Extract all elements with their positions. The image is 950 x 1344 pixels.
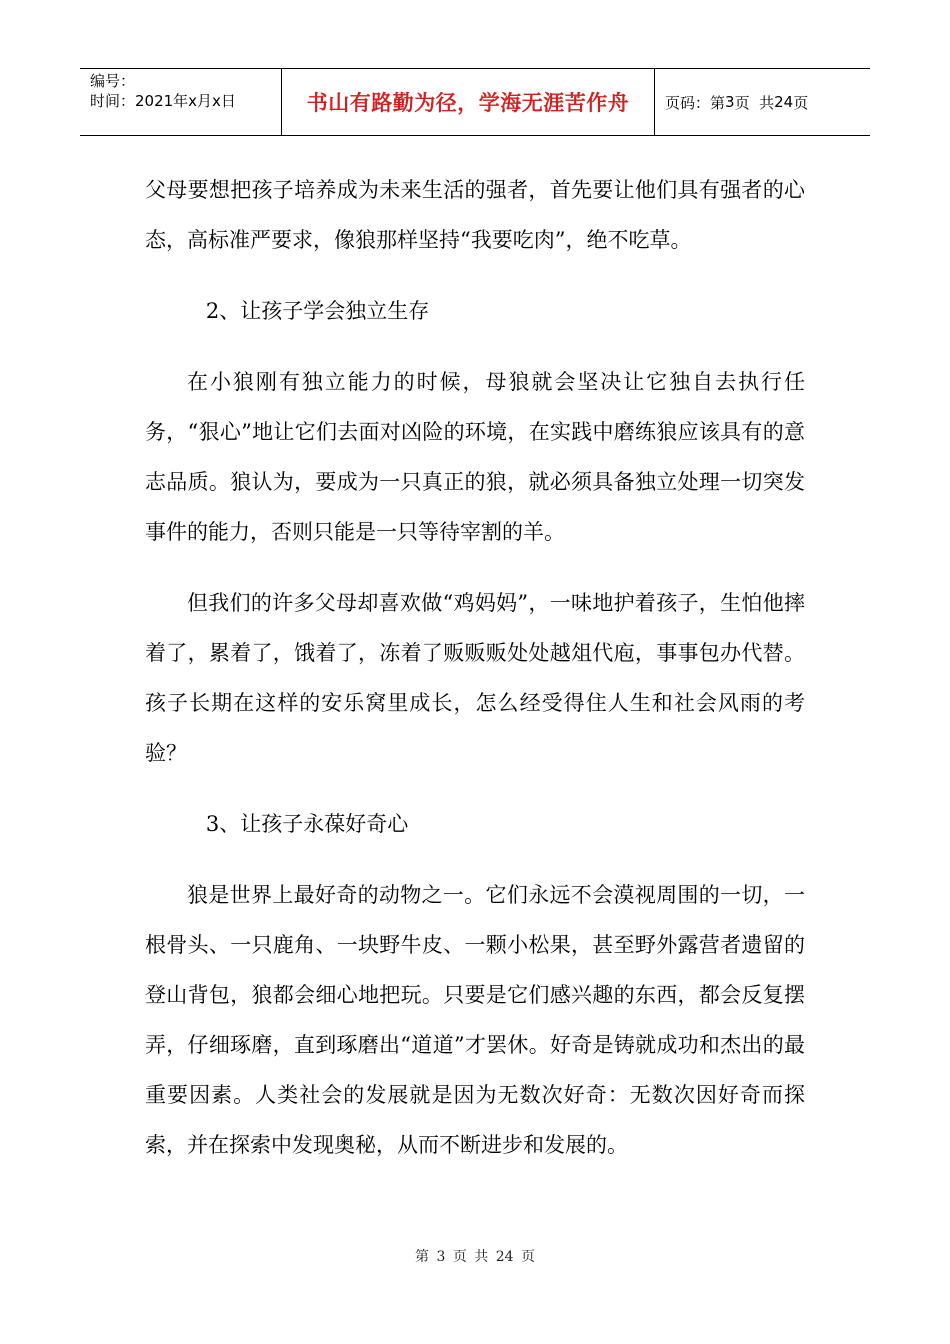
footer-prefix: 第 — [414, 1249, 429, 1265]
document-number-label: 编号： — [90, 72, 136, 90]
body-paragraph: 父母要想把孩子培养成为未来生活的强者，首先要让他们具有强者的心态，高标准严要求，像狼那样坚持“我要吃肉”，绝不吃草。 — [145, 178, 805, 252]
header-page-mid: 页 共 — [734, 93, 775, 112]
header-motto: 书山有路勤为径，学海无涯苦作舟 — [282, 69, 655, 135]
header-page-suffix: 页 — [793, 93, 809, 112]
header-meta-cell — [80, 69, 282, 135]
body-paragraph: 但我们的许多父母却喜欢做“鸡妈妈”，一味地护着孩子，生怕他摔着了，累着了，饿着了，冻着了贩贩贩处处越俎代庖，事事包办代替。孩子长期在这样的安乐窝里成长，怎么经受得住人生和社会风雨的考验？ — [145, 591, 805, 765]
document-date-label: 时间：2021年x月x日 — [90, 92, 236, 110]
footer-page-total: 24 — [495, 1249, 514, 1265]
footer-page-current: 3 — [436, 1249, 446, 1265]
body-paragraph: 狼是世界上最好奇的动物之一。它们永远不会漠视周围的一切，一根骨头、一只鹿角、一块野牛皮、一颗小松果，甚至野外露营者遗留的登山背包，狼都会细心地把玩。只要是它们感兴趣的东西，都会反复摆弄，仔细琢磨，直到琢磨出“道道”才罢休。好奇是铸就成功和杰出的最重要因素。人类社会的发展就是因为无数次好奇：无数次因好奇而探索，并在探索中发现奥秘，从而不断进步和发展的。 — [145, 883, 805, 1157]
header-page-indicator — [655, 69, 870, 135]
section-heading: 2、让孩子学会独立生存 — [205, 299, 430, 323]
header-page-prefix: 页码：第 — [665, 93, 726, 112]
footer-mid: 页 共 — [452, 1249, 489, 1265]
header-page-total: 24 — [774, 93, 794, 111]
footer-suffix: 页 — [521, 1249, 535, 1265]
section-heading: 3、让孩子永葆好奇心 — [205, 812, 409, 836]
document-body — [145, 165, 805, 1191]
page-header — [80, 68, 870, 136]
body-paragraph: 在小狼刚有独立能力的时候，母狼就会坚决让它独自去执行任务，“狠心”地让它们去面对凶险的环境，在实践中磨练狼应该具有的意志品质。狼认为，要成为一只真正的狼，就必须具备独立处理一切突发事件的能力，否则只能是一只等待宰割的羊。 — [145, 370, 805, 544]
header-page-current: 3 — [725, 93, 735, 111]
page-footer — [0, 1246, 950, 1266]
